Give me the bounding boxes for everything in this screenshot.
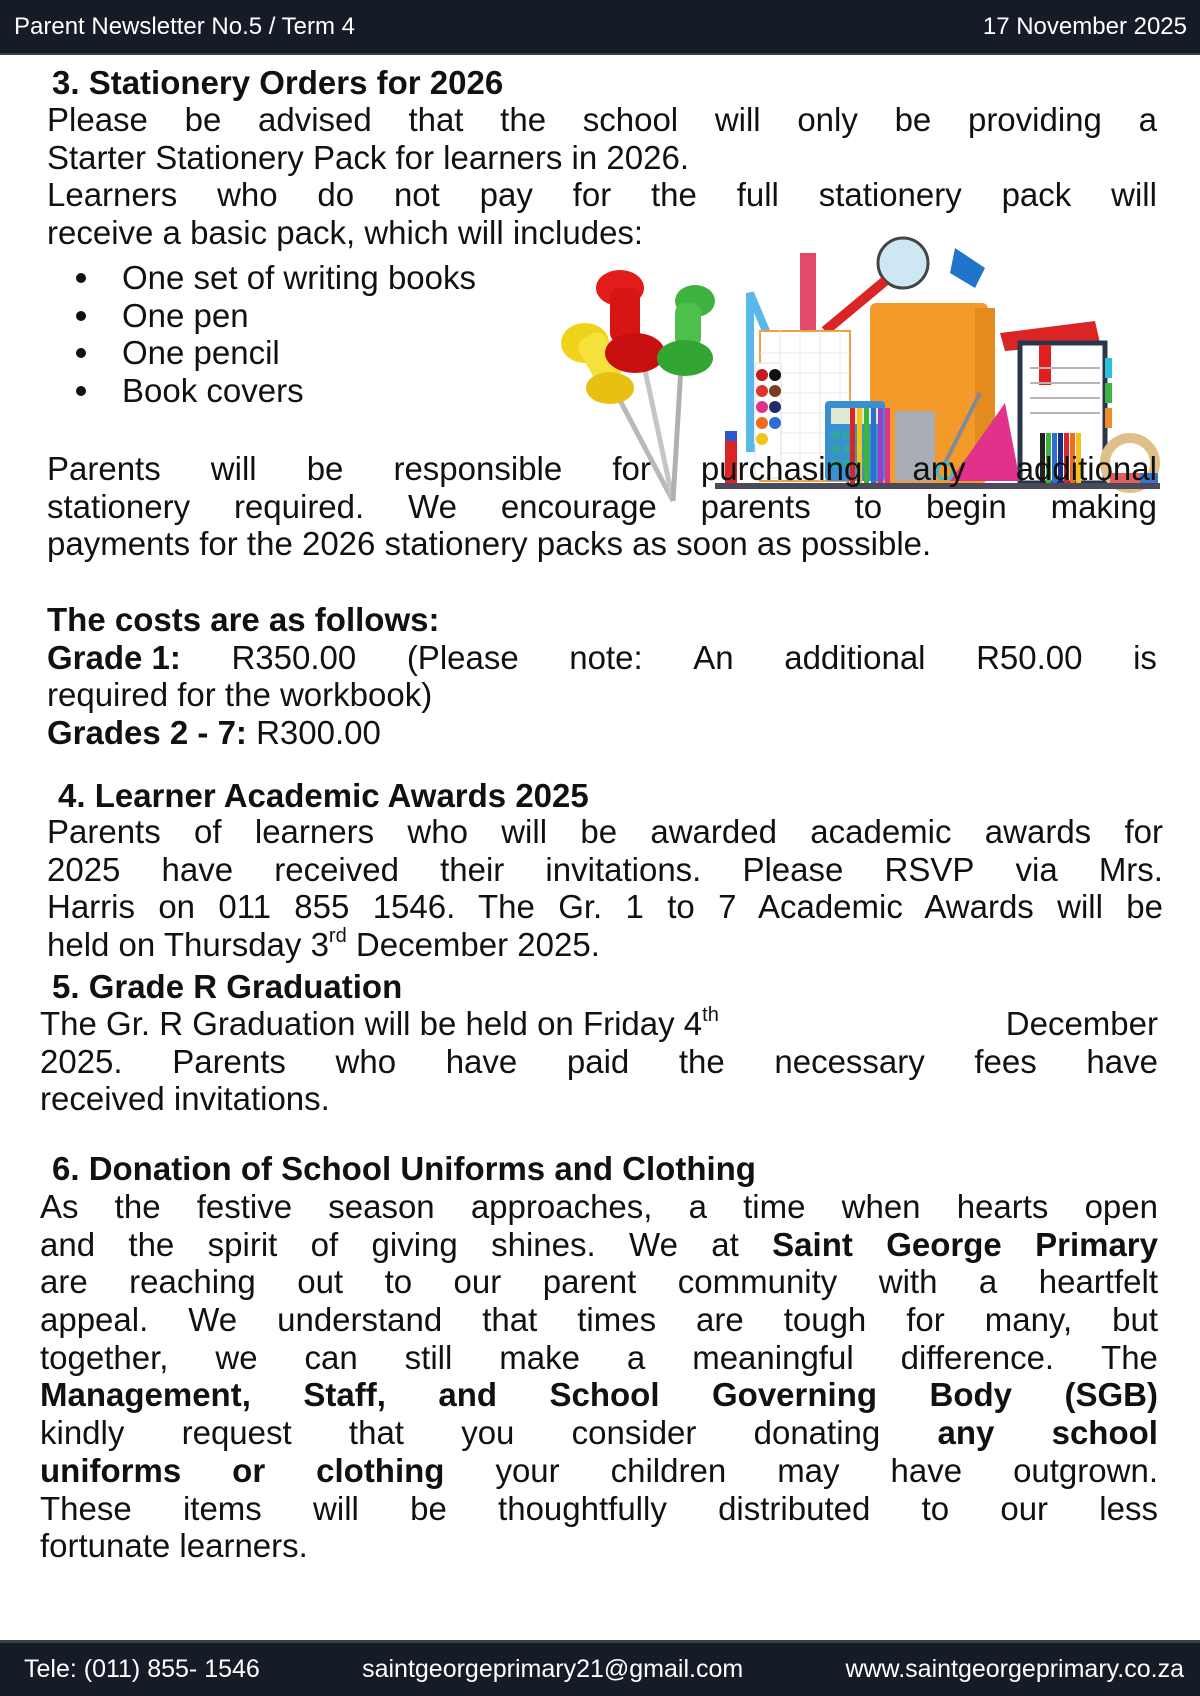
footer-phone: Tele: (011) 855- 1546 [24,1655,260,1683]
section-heading-awards: 4. Learner Academic Awards 2025 [58,777,589,814]
basic-pack-items [72,259,476,410]
justified-line: Parents will be responsible for purchasing any additional [47,450,1157,487]
school-name: Saint George Primary [772,1225,1158,1263]
stationery-parents-note: Parents will be responsible for purchasing any additional stationery required. We encourage parents to begin making payments for the 2026 stationery packs as soon as possible. [47,450,1157,563]
footer-email-link[interactable]: saintgeorgeprimary21@gmail.com [362,1655,744,1683]
justified-line: The Gr. R Graduation will be held on Friday 4th December [40,1004,1158,1042]
list-item: One pencil [72,334,476,372]
justified-line: Learners who do not pay for the full stationery pack will [47,176,1157,214]
stationery-costs: The costs are as follows: Grade 1: R350.00 (Please note: An additional R50.00 is required for the workbook) Grades 2 - 7: R300.00 [47,601,1157,752]
footer-website-link[interactable]: www.saintgeorgeprimary.co.za [845,1655,1184,1683]
justified-line: stationery required. We encourage parents to begin making [47,487,1157,525]
awards-body: Parents of learners who will be awarded academic awards for 2025 have received their invitations. Please RSVP via Mrs. Harris on 011 855 1546. The Gr. 1 to 7 Academic Awards will be held on Thursday 3rd December 2025. [47,813,1163,964]
newsletter-date: 17 November 2025 [982,12,1187,40]
ruler-icon [800,253,816,343]
list-item: One pen [72,297,476,335]
magnifier-icon [878,238,928,288]
cost-grades-2-7: Grades 2 - 7: R300.00 [47,714,381,752]
donation-body: As the festive season approaches, a time when hearts open and the spirit of giving shines. We at Saint George Primary are reaching out to our parent community with a heartfelt appeal. We understand that times are tough for many, but together, we can still make a meaningful difference. The Management, Staff, and School Governing Body (SGB) kindly request that you consider donating any school uniforms or clothing your children may have outgrown. These items will be thoughtfully distributed to our less fortunate learners. [40,1188,1158,1565]
newsletter-footer-bar [0,1640,1200,1696]
justified-line: together, we can still make a meaningful difference. The [40,1338,1158,1376]
justified-line: Please be advised that the school will only be providing a [47,101,1157,138]
newsletter-header-bar [0,0,1200,55]
cost-grade-1: Grade 1: R350.00 (Please note: An additional R50.00 is [47,638,1157,676]
stationery-intro: Please be advised that the school will only be providing a Starter Stationery Pack for learners in 2026. Learners who do not pay for the full stationery pack will receive a basic pack, which will includes: [47,101,1157,252]
staple-remover-icon [950,248,985,288]
list-item: Book covers [72,372,476,410]
costs-heading: The costs are as follows: [47,601,440,638]
bullet-icon [76,386,86,396]
justified-line: Management, Staff, and School Governing Body (SGB) [40,1376,1158,1414]
graduation-body: The Gr. R Graduation will be held on Friday 4th December 2025. Parents who have paid the necessary fees have received invitations. [40,1004,1158,1118]
justified-line: 2025. Parents who have paid the necessary fees have [40,1042,1158,1080]
list-item: One set of writing books [72,259,476,297]
section-heading-donation: 6. Donation of School Uniforms and Clothing [52,1150,756,1187]
bullet-icon [76,348,86,358]
justified-line: kindly request that you consider donating any school [40,1414,1158,1452]
justified-line: These items will be thoughtfully distributed to our less [40,1489,1158,1527]
bullet-icon [76,311,86,321]
newsletter-title: Parent Newsletter No.5 / Term 4 [14,12,356,40]
section-heading-stationery: 3. Stationery Orders for 2026 [52,64,504,101]
section-heading-graduation: 5. Grade R Graduation [52,968,403,1005]
justified-line: uniforms or clothing your children may have outgrown. [40,1451,1158,1489]
justified-line: 2025 have received their invitations. Please RSVP via Mrs. [47,850,1163,888]
bullet-icon [76,273,86,283]
